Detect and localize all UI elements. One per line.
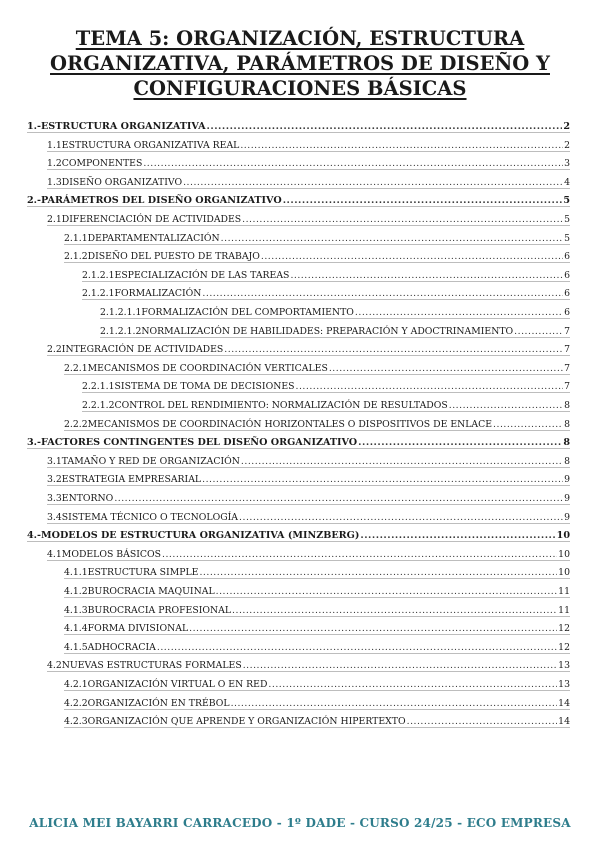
page-title [20, 26, 580, 101]
toc-entry-title: MECANISMOS DE COORDINACIÓN VERTICALES [87, 362, 328, 374]
toc-entry[interactable] [100, 321, 570, 338]
toc-dot-leader [239, 512, 563, 523]
toc-entry-number: 1.3 [47, 176, 62, 188]
toc-entry-number: 2.1 [47, 214, 62, 225]
toc-entry-title: SISTEMA TÉCNICO O TECNOLOGÍA [61, 511, 239, 523]
title-line-1: TEMA 5: ORGANIZACIÓN, ESTRUCTURA [75, 27, 525, 50]
toc-dot-leader [157, 642, 557, 653]
toc-entry-page: 5 [564, 214, 570, 225]
toc-dot-leader [243, 660, 557, 671]
toc-entry[interactable] [27, 116, 570, 133]
toc-entry[interactable] [64, 618, 570, 635]
toc-entry-number: 4.- [27, 530, 41, 542]
toc-entry-number: 2.1.2 [64, 251, 88, 263]
toc-dot-leader [329, 363, 563, 374]
toc-entry[interactable] [27, 525, 570, 542]
toc-entry-title: ORGANIZACIÓN QUE APRENDE Y ORGANIZACIÓN HIPERTEXTO [87, 716, 406, 728]
toc-entry[interactable] [47, 339, 570, 356]
toc-entry-page: 10 [558, 567, 570, 579]
toc-entry-number: 2.2.2 [64, 418, 88, 430]
title-line-3: CONFIGURACIONES BÁSICAS [133, 77, 467, 100]
toc-dot-leader [514, 326, 563, 337]
toc-entry[interactable] [47, 488, 570, 505]
toc-entry-title: MECANISMOS DE COORDINACIÓN HORIZONTALES O DISPOSITIVOS DE ENLACE [87, 418, 493, 430]
title-line-2: ORGANIZATIVA, PARÁMETROS DE DISEÑO Y [50, 52, 550, 75]
toc-dot-leader [290, 270, 563, 281]
toc-entry[interactable] [82, 265, 570, 282]
toc-entry[interactable] [47, 209, 570, 226]
toc-entry-number: 2.2 [47, 344, 62, 356]
toc-entry-page: 8 [563, 437, 570, 449]
toc-entry-number: 3.4 [47, 511, 62, 523]
toc-entry-page: 2 [563, 121, 570, 132]
toc-dot-leader [493, 419, 563, 430]
toc-dot-leader [360, 530, 555, 541]
toc-entry-title: COMPONENTES [61, 158, 143, 170]
toc-entry-number: 4.2.1 [64, 679, 88, 690]
toc-dot-leader [183, 177, 563, 188]
toc-entry-number: 2.1.2.1.2 [100, 325, 142, 337]
toc-entry[interactable] [82, 283, 570, 300]
footer-author: ALICIA MEI BAYARRI CARRACEDO - 1º DADE - CURSO 24/25 - ECO EMPRESA [29, 816, 571, 830]
toc-entry-title: ESTRUCTURA ORGANIZATIVA REAL [61, 139, 240, 151]
toc-entry-title: NUEVAS ESTRUCTURAS FORMALES [61, 660, 242, 672]
toc-entry[interactable] [47, 451, 570, 468]
toc-entry-page: 2 [564, 139, 570, 151]
toc-entry-title: FORMA DIVISIONAL [87, 623, 189, 635]
toc-entry-title: ORGANIZACIÓN VIRTUAL O EN RED [87, 679, 268, 690]
toc-entry-page: 8 [564, 418, 570, 430]
toc-entry-page: 7 [564, 325, 570, 337]
toc-entry-page: 11 [558, 586, 570, 597]
toc-entry[interactable] [47, 135, 570, 152]
toc-entry-number: 2.2.1 [64, 362, 88, 374]
toc-entry-page: 12 [558, 641, 570, 653]
toc-entry[interactable] [64, 674, 570, 691]
toc-dot-leader [221, 233, 563, 244]
toc-entry-page: 8 [564, 455, 570, 467]
toc-dot-leader [114, 493, 563, 504]
toc-entry-title: ESPECIALIZACIÓN DE LAS TAREAS [114, 269, 290, 281]
toc-entry-title: ADHOCRACIA [87, 641, 156, 653]
toc-entry-number: 2.2.1.2 [82, 400, 115, 411]
toc-dot-leader [207, 121, 563, 132]
toc-entry-title: FACTORES CONTINGENTES DEL DISEÑO ORGANIZATIVO [41, 437, 358, 449]
toc-entry-page: 9 [564, 493, 570, 504]
toc-entry-page: 3 [564, 158, 570, 170]
toc-entry-page: 6 [564, 288, 570, 300]
toc-dot-leader [407, 716, 558, 727]
toc-entry-title: TAMAÑO Y RED DE ORGANIZACIÓN [61, 455, 240, 467]
toc-entry-page: 7 [564, 381, 570, 393]
toc-entry[interactable] [64, 711, 570, 728]
toc-entry-page: 10 [558, 548, 570, 560]
toc-entry-page: 8 [564, 400, 570, 411]
toc-entry-number: 4.1.2 [64, 586, 88, 597]
toc-entry[interactable] [47, 507, 570, 524]
toc-entry-number: 4.1.1 [64, 567, 88, 579]
toc-entry-title: DIFERENCIACIÓN DE ACTIVIDADES [61, 214, 242, 225]
toc-entry-page: 9 [564, 474, 570, 486]
toc-entry-title: DISEÑO DEL PUESTO DE TRABAJO [87, 251, 260, 263]
toc-entry-title: FORMALIZACIÓN [114, 288, 202, 300]
toc-dot-leader [199, 567, 557, 578]
toc-entry-title: PARÁMETROS DEL DISEÑO ORGANIZATIVO [41, 195, 282, 207]
toc-entry-title: CONTROL DEL RENDIMIENTO: NORMALIZACIÓN DE RESULTADOS [114, 400, 448, 411]
toc-dot-leader [202, 288, 563, 299]
toc-entry-page: 7 [564, 362, 570, 374]
toc-entry-number: 1.1 [47, 139, 62, 151]
toc-dot-leader [162, 549, 557, 560]
toc-entry-number: 4.1.4 [64, 623, 88, 635]
toc-entry-number: 4.1.3 [64, 604, 88, 616]
toc-entry-number: 1.2 [47, 158, 62, 170]
toc-entry[interactable] [64, 693, 570, 710]
toc-entry[interactable] [64, 581, 570, 598]
toc-entry[interactable] [64, 414, 570, 431]
toc-entry[interactable] [47, 153, 570, 170]
toc-dot-leader [261, 251, 563, 262]
toc-entry-title: DISEÑO ORGANIZATIVO [61, 176, 183, 188]
toc-entry-number: 2.1.2.1 [82, 288, 115, 300]
toc-entry-title: ESTRATEGIA EMPRESARIAL [61, 474, 202, 486]
toc-entry-page: 13 [558, 660, 570, 672]
toc-entry[interactable] [82, 395, 570, 412]
toc-entry-number: 2.- [27, 195, 41, 207]
toc-entry[interactable] [27, 190, 570, 207]
toc-dot-leader [358, 437, 562, 448]
toc-entry[interactable] [47, 544, 570, 561]
toc-dot-leader [143, 158, 563, 169]
toc-entry-number: 1.- [27, 121, 41, 132]
toc-entry-title: BUROCRACIA PROFESIONAL [87, 604, 232, 616]
toc-entry-page: 6 [564, 269, 570, 281]
toc-entry-page: 10 [556, 530, 570, 542]
toc-entry-title: ESTRUCTURA ORGANIZATIVA [41, 121, 206, 132]
toc-entry[interactable] [82, 376, 570, 393]
toc-entry-number: 4.2 [47, 660, 62, 672]
toc-entry-title: SISTEMA DE TOMA DE DECISIONES [114, 381, 295, 393]
toc-entry-page: 14 [558, 697, 570, 709]
toc-entry-page: 13 [558, 679, 570, 690]
toc-entry-title: ESTRUCTURA SIMPLE [87, 567, 199, 579]
toc-entry-page: 6 [564, 251, 570, 263]
toc-dot-leader [202, 474, 563, 485]
toc-entry-title: ENTORNO [61, 493, 114, 504]
toc-dot-leader [189, 623, 557, 634]
toc-entry-title: MODELOS BÁSICOS [61, 548, 161, 560]
toc-dot-leader [242, 214, 563, 225]
toc-entry[interactable] [64, 562, 570, 579]
toc-entry-number: 3.2 [47, 474, 62, 486]
toc-entry-page: 14 [558, 716, 570, 728]
toc-entry[interactable] [64, 600, 570, 617]
toc-entry-page: 4 [564, 176, 570, 188]
toc-entry-number: 4.1 [47, 548, 62, 560]
toc-entry-page: 6 [564, 307, 570, 318]
toc-entry-title: BUROCRACIA MAQUINAL [87, 586, 215, 597]
toc-entry-number: 4.1.5 [64, 641, 88, 653]
toc-dot-leader [232, 605, 557, 616]
toc-entry-page: 9 [564, 511, 570, 523]
toc-entry[interactable] [27, 432, 570, 449]
toc-entry-page: 12 [558, 623, 570, 635]
toc-entry-number: 3.3 [47, 493, 62, 504]
toc-dot-leader [240, 140, 563, 151]
toc-entry-number: 2.1.2.1.1 [100, 307, 142, 318]
toc-entry-number: 4.2.2 [64, 697, 88, 709]
toc-dot-leader [224, 344, 563, 355]
toc-entry-number: 3.1 [47, 455, 62, 467]
toc-entry-page: 5 [564, 232, 570, 244]
toc-entry-title: NORMALIZACIÓN DE HABILIDADES: PREPARACIÓN Y ADOCTRINAMIENTO [141, 325, 514, 337]
toc-entry-title: FORMALIZACIÓN DEL COMPORTAMIENTO [141, 307, 354, 318]
toc-entry-title: ORGANIZACIÓN EN TRÉBOL [87, 697, 230, 709]
toc-dot-leader [241, 456, 563, 467]
toc-entry[interactable] [47, 172, 570, 189]
toc-entry-title: INTEGRACIÓN DE ACTIVIDADES [61, 344, 224, 356]
toc-entry-number: 2.1.1 [64, 232, 88, 244]
toc-dot-leader [231, 698, 558, 709]
toc-dot-leader [449, 400, 563, 411]
toc-entry[interactable] [64, 637, 570, 654]
toc-entry-page: 5 [563, 195, 570, 207]
toc-entry[interactable] [100, 302, 570, 319]
toc-dot-leader [268, 679, 557, 690]
toc-entry[interactable] [64, 246, 570, 263]
toc-entry-number: 4.2.3 [64, 716, 88, 728]
toc-entry[interactable] [47, 655, 570, 672]
toc-entry-number: 3.- [27, 437, 41, 449]
toc-entry[interactable] [64, 228, 570, 245]
toc-dot-leader [296, 381, 564, 392]
toc-entry-page: 7 [564, 344, 570, 356]
toc-entry-number: 2.2.1.1 [82, 381, 115, 393]
toc-entry-title: DEPARTAMENTALIZACIÓN [87, 232, 220, 244]
toc-dot-leader [216, 586, 558, 597]
toc-entry[interactable] [47, 469, 570, 486]
toc-entry-title: MODELOS DE ESTRUCTURA ORGANIZATIVA (MINZBERG) [41, 530, 360, 542]
toc-entry-page: 11 [558, 604, 570, 616]
toc-entry-number: 2.1.2.1 [82, 269, 115, 281]
toc-entry[interactable] [64, 358, 570, 375]
toc-dot-leader [355, 307, 563, 318]
toc-dot-leader [283, 195, 563, 206]
